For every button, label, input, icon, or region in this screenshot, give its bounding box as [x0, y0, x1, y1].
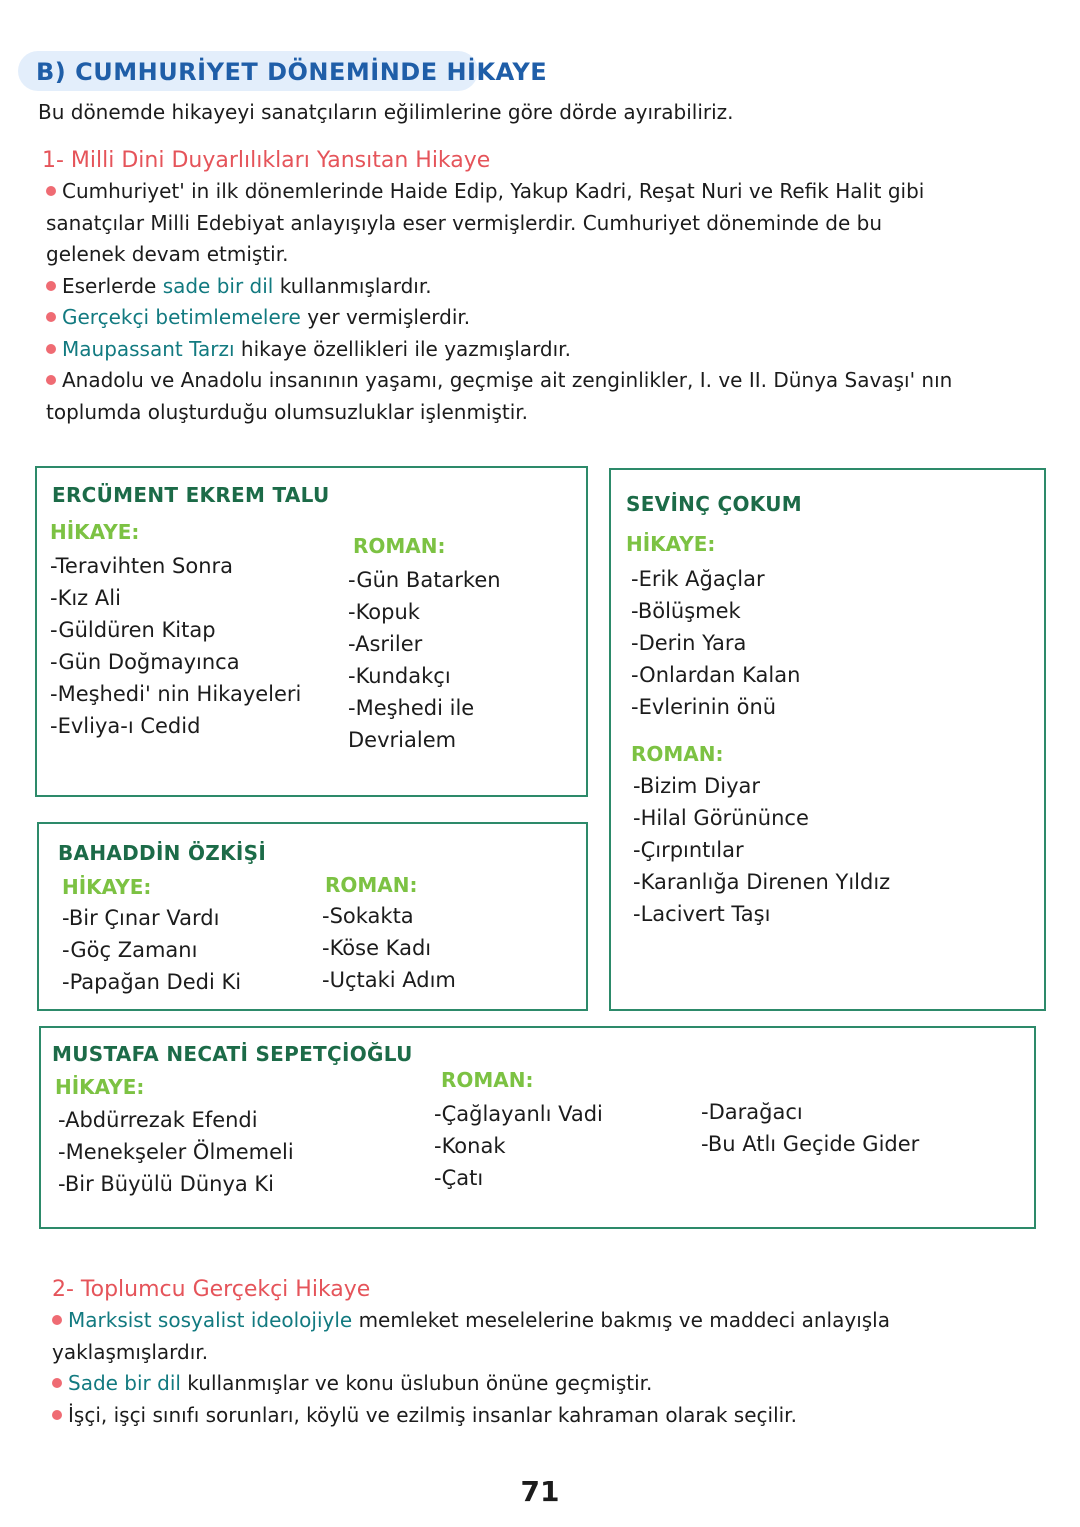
roman-list	[322, 900, 456, 996]
bullet-icon	[52, 1315, 62, 1325]
roman-list-col2	[701, 1096, 919, 1160]
bullet-icon	[46, 186, 56, 196]
list-item: -Gün Batarken	[348, 568, 501, 592]
list-item: -Bir Büyülü Dünya Ki	[58, 1172, 275, 1196]
roman-label: ROMAN:	[325, 873, 418, 897]
author-name: ERCÜMENT EKREM TALU	[52, 483, 330, 507]
hikaye-label: HİKAYE:	[50, 520, 140, 544]
roman-list	[633, 770, 890, 930]
bullet-item: Maupassant Tarzı hikaye özellikleri ile yazmışlardır.	[46, 334, 1056, 366]
list-item: -Derin Yara	[631, 631, 747, 655]
bullet-icon	[52, 1378, 62, 1388]
section1-body	[46, 176, 1056, 428]
list-item: -Hilal Görününce	[633, 806, 809, 830]
list-item: -Konak	[434, 1134, 506, 1158]
list-item: -Menekşeler Ölmemeli	[58, 1140, 294, 1164]
bullet-icon	[52, 1410, 62, 1420]
bullet-icon	[46, 312, 56, 322]
author-name: MUSTAFA NECATİ SEPETÇİOĞLU	[52, 1042, 413, 1066]
bullet-item: Marksist sosyalist ideolojiyle memleket meselelerine bakmış ve maddeci anlayışla	[52, 1305, 1062, 1337]
section2-title: 2- Toplumcu Gerçekçi Hikaye	[52, 1277, 371, 1302]
list-item: -Bölüşmek	[631, 599, 741, 623]
section2-body	[52, 1305, 1062, 1431]
bullet-icon	[46, 375, 56, 385]
list-item: -Papağan Dedi Ki	[62, 970, 242, 994]
bullet-icon	[46, 281, 56, 291]
section1-title: 1- Milli Dini Duyarlılıkları Yansıtan Hikaye	[42, 148, 491, 173]
list-item: -Kopuk	[348, 600, 420, 624]
bullet-item: Anadolu ve Anadolu insanının yaşamı, geçmişe ait zenginlikler, I. ve II. Dünya Savaşı' nın	[46, 365, 1056, 397]
bullet-continuation: toplumda oluşturduğu olumsuzluklar işlenmiştir.	[46, 399, 529, 424]
roman-list-col1	[434, 1098, 603, 1194]
list-item: Devrialem	[348, 728, 457, 752]
author-box-bahaddin	[37, 822, 588, 1011]
hikaye-list	[58, 1104, 294, 1200]
bullet-item: Cumhuriyet' in ilk dönemlerinde Haide Edip, Yakup Kadri, Reşat Nuri ve Refik Halit gibi	[46, 176, 1056, 208]
list-item: -Göç Zamanı	[62, 938, 198, 962]
roman-label: ROMAN:	[631, 742, 724, 766]
list-item: -Meşhedi' nin Hikayeleri	[50, 682, 302, 706]
list-item: -Köse Kadı	[322, 936, 432, 960]
list-item: -Kundakçı	[348, 664, 451, 688]
author-box-ercument	[35, 466, 588, 797]
hikaye-list	[50, 550, 301, 742]
list-item: -Abdürrezak Efendi	[58, 1108, 258, 1132]
list-item: -Çağlayanlı Vadi	[434, 1102, 603, 1126]
bullet-continuation: sanatçılar Milli Edebiyat anlayışıyla eser vermişlerdir. Cumhuriyet döneminde de bu	[46, 210, 883, 235]
list-item: -Uçtaki Adım	[322, 968, 456, 992]
author-name: BAHADDİN ÖZKİŞİ	[58, 841, 267, 865]
list-item: -Karanlığa Direnen Yıldız	[633, 870, 891, 894]
list-item: -Bir Çınar Vardı	[62, 906, 220, 930]
author-box-mustafa	[39, 1026, 1036, 1229]
bullet-continuation: gelenek devam etmiştir.	[46, 242, 289, 266]
bullet-item: Gerçekçi betimlemelere yer vermişlerdir.	[46, 302, 1056, 334]
bullet-item: Eserlerde sade bir dil kullanmışlardır.	[46, 271, 1056, 303]
bullet-item: İşçi, işçi sınıfı sorunları, köylü ve ezilmiş insanlar kahraman olarak seçilir.	[52, 1400, 1062, 1432]
bullet-icon	[46, 344, 56, 354]
list-item: -Kız Ali	[50, 586, 121, 610]
intro-text: Bu dönemde hikayeyi sanatçıların eğilimlerine göre dörde ayırabiliriz.	[38, 100, 734, 124]
list-item: -Çırpıntılar	[633, 838, 744, 862]
list-item: -Teravihten Sonra	[50, 554, 234, 578]
list-item: -Sokakta	[322, 904, 414, 928]
roman-label: ROMAN:	[353, 534, 446, 558]
bullet-continuation: yaklaşmışlardır.	[52, 1339, 209, 1364]
list-item: -Darağacı	[701, 1100, 803, 1124]
roman-list	[348, 564, 501, 756]
list-item: -Onlardan Kalan	[631, 663, 801, 687]
hikaye-label: HİKAYE:	[55, 1075, 145, 1099]
list-item: -Gün Doğmayınca	[50, 650, 240, 674]
list-item: -Asriler	[348, 632, 423, 656]
hikaye-list	[62, 902, 241, 998]
list-item: -Meşhedi ile	[348, 696, 475, 720]
list-item: -Lacivert Taşı	[633, 902, 771, 926]
bullet-item: Sade bir dil kullanmışlar ve konu üslubun önüne geçmiştir.	[52, 1368, 1062, 1400]
roman-label: ROMAN:	[441, 1068, 534, 1092]
author-name: SEVİNÇ ÇOKUM	[626, 492, 802, 516]
hikaye-label: HİKAYE:	[626, 532, 716, 556]
list-item: -Bizim Diyar	[633, 774, 760, 798]
hikaye-label: HİKAYE:	[62, 875, 152, 899]
list-item: -Evliya-ı Cedid	[50, 714, 201, 738]
page-number: 71	[520, 1475, 560, 1508]
list-item: -Çatı	[434, 1166, 484, 1190]
list-item: -Erik Ağaçlar	[631, 567, 765, 591]
list-item: -Evlerinin önü	[631, 695, 777, 719]
section-heading: B) CUMHURİYET DÖNEMİNDE HİKAYE	[36, 58, 548, 86]
list-item: -Bu Atlı Geçide Gider	[701, 1132, 920, 1156]
author-box-sevinc	[609, 468, 1046, 1011]
list-item: -Güldüren Kitap	[50, 618, 216, 642]
hikaye-list	[631, 563, 800, 723]
